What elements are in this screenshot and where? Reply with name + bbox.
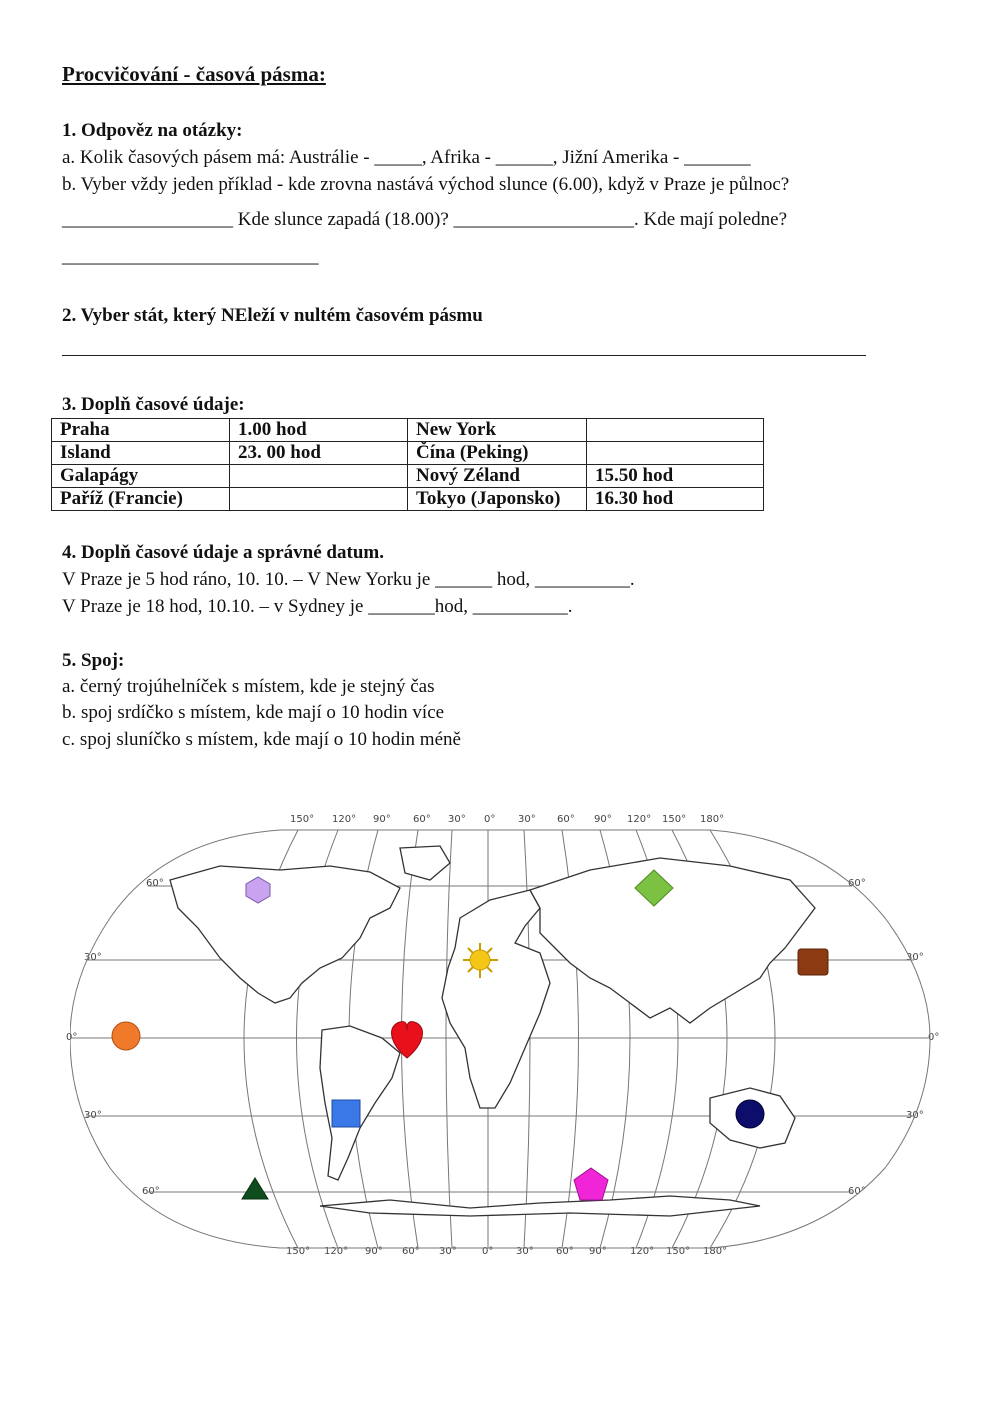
lon-label: 60°: [556, 1246, 574, 1257]
lon-label: 30°: [518, 814, 536, 825]
greenland-outline: [400, 846, 450, 880]
q2-answer-line: [62, 355, 866, 356]
navy-circle-marker: [736, 1100, 764, 1128]
q5-a-text: a. černý trojúhelníček s místem, kde je stejný čas: [62, 676, 435, 697]
lat-label: 0°: [928, 1032, 940, 1043]
triangle-marker: [242, 1178, 268, 1199]
lat-label: 30°: [84, 1110, 102, 1121]
q5-c-text: c. spoj sluníčko s místem, kde mají o 10 hodin méně: [62, 729, 461, 750]
lon-label: 30°: [516, 1246, 534, 1257]
lon-label: 60°: [402, 1246, 420, 1257]
lon-label: 120°: [630, 1246, 655, 1257]
q1-b-continuation: __________________ Kde slunce zapadá (18.00)? ___________________. Kde mají poledne?: [62, 209, 788, 230]
lon-label: 120°: [627, 814, 652, 825]
lon-label: 180°: [700, 814, 725, 825]
q4-line-2: V Praze je 18 hod, 10.10. – v Sydney je _______hod, __________.: [62, 596, 573, 617]
brown-square-marker: [798, 949, 828, 975]
lon-label: 150°: [662, 814, 687, 825]
table-cell: 1.00 hod: [230, 419, 408, 442]
lon-label: 30°: [439, 1246, 457, 1257]
blue-square-marker: [332, 1100, 360, 1127]
time-table: [51, 418, 764, 511]
table-cell: Tokyo (Japonsko): [408, 488, 587, 511]
table-row: [52, 465, 764, 488]
q2-heading: 2. Vyber stát, který NEleží v nultém časovém pásmu: [62, 305, 483, 326]
q5-heading: 5. Spoj:: [62, 650, 125, 671]
q4-line-1: V Praze je 5 hod ráno, 10. 10. – V New Yorku je ______ hod, __________.: [62, 569, 635, 590]
lon-label: 60°: [413, 814, 431, 825]
table-cell-answer[interactable]: [587, 419, 764, 442]
q1-a-text: a. Kolik časových pásem má: Austrálie - _____, Afrika - ______, Jižní Amerika - _______: [62, 147, 751, 168]
lon-label: 30°: [448, 814, 466, 825]
table-cell: 15.50 hod: [587, 465, 764, 488]
q5-b-text: b. spoj srdíčko s místem, kde mají o 10 hodin více: [62, 702, 445, 723]
q1-heading: 1. Odpověz na otázky:: [62, 120, 243, 141]
world-map: [66, 808, 950, 1273]
table-row: [52, 419, 764, 442]
lat-label: 30°: [906, 952, 924, 963]
table-cell: New York: [408, 419, 587, 442]
q1-answer-line: ___________________________: [62, 246, 319, 267]
table-cell: Nový Zéland: [408, 465, 587, 488]
lon-label: 120°: [332, 814, 357, 825]
lon-label: 150°: [290, 814, 315, 825]
page-title: Procvičování - časová pásma:: [62, 62, 326, 86]
lat-label: 60°: [848, 878, 866, 889]
europe-africa-outline: [442, 890, 550, 1108]
q4-heading: 4. Doplň časové údaje a správné datum.: [62, 542, 384, 563]
lat-label: 0°: [66, 1032, 78, 1043]
table-cell: Galapágy: [52, 465, 230, 488]
lon-label: 60°: [557, 814, 575, 825]
table-cell-answer[interactable]: [587, 442, 764, 465]
lon-label: 150°: [286, 1246, 311, 1257]
q1-b-text: b. Vyber vždy jeden příklad - kde zrovna nastává východ slunce (6.00), když v Praze je půlnoc?: [62, 174, 790, 195]
table-cell: Čína (Peking): [408, 442, 587, 465]
lat-label: 60°: [142, 1186, 160, 1197]
lat-label: 60°: [146, 878, 164, 889]
lon-label: 90°: [373, 814, 391, 825]
table-row: [52, 442, 764, 465]
table-cell-answer[interactable]: [230, 465, 408, 488]
orange-circle-marker: [112, 1022, 140, 1050]
lon-label: 90°: [594, 814, 612, 825]
lat-label: 30°: [906, 1110, 924, 1121]
table-cell: Island: [52, 442, 230, 465]
q3-heading: 3. Doplň časové údaje:: [62, 394, 245, 415]
lat-label: 30°: [84, 952, 102, 963]
lon-label: 150°: [666, 1246, 691, 1257]
lon-label: 180°: [703, 1246, 728, 1257]
lat-label: 60°: [848, 1186, 866, 1197]
lon-label: 90°: [365, 1246, 383, 1257]
table-cell: Praha: [52, 419, 230, 442]
antarctica-outline: [320, 1196, 760, 1216]
table-cell-answer[interactable]: [230, 488, 408, 511]
lon-label: 0°: [484, 814, 496, 825]
pentagon-marker: [574, 1168, 608, 1200]
lon-label: 120°: [324, 1246, 349, 1257]
table-cell: 23. 00 hod: [230, 442, 408, 465]
table-cell: 16.30 hod: [587, 488, 764, 511]
table-row: [52, 488, 764, 511]
lon-label: 90°: [589, 1246, 607, 1257]
north-america-outline: [170, 866, 400, 1003]
meridian-line: [446, 830, 452, 1248]
lon-label: 0°: [482, 1246, 494, 1257]
map-graphic: [70, 808, 950, 1273]
table-cell: Paříž (Francie): [52, 488, 230, 511]
